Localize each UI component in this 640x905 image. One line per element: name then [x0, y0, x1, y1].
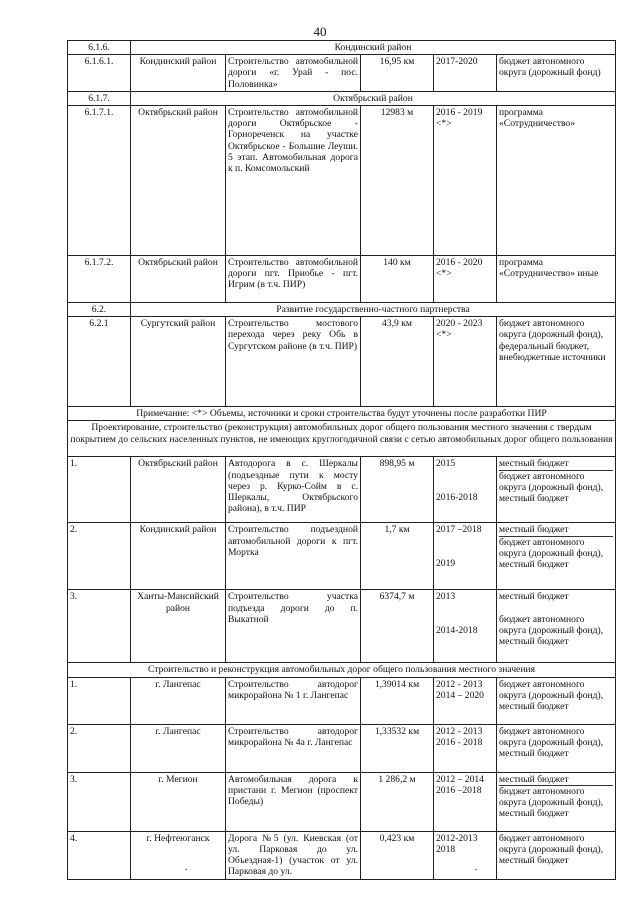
object-cell: Строительство автодорог микрорайона № 4а г. Лангепас — [226, 724, 361, 772]
footer-mark: . — [475, 862, 478, 873]
source-line: местный бюджет бюджет автономного округа (дорожный фонд), местный бюджет — [499, 591, 604, 648]
row-number: 6.2. — [68, 303, 131, 317]
section-title: Кондинский район — [131, 41, 616, 55]
row-number: 4. — [68, 831, 131, 879]
district-cell: г. Лангепас — [131, 677, 226, 724]
district-cell: Сургутский район — [131, 317, 226, 407]
capacity-cell: 898,95 м — [361, 457, 434, 523]
period-cell: 2012 – 2014 2016 –2018 — [434, 772, 497, 831]
table-row — [68, 457, 616, 523]
row-number: 6.2.1 — [68, 317, 131, 407]
capacity-cell: 1,33532 км — [361, 724, 434, 772]
row-number: 6.1.7.2. — [68, 256, 131, 303]
section-title: Октябрьский район — [131, 91, 616, 105]
section-row — [68, 303, 616, 317]
district-cell: Октябрьский район — [131, 106, 226, 256]
capacity-cell: 140 км — [361, 256, 434, 303]
period-cell: 2016 - 2020 <*> — [434, 256, 497, 303]
source-cell — [497, 724, 616, 772]
table-row — [68, 55, 616, 92]
source-line: бюджет автономного округа (дорожный фонд), местный бюджет — [499, 678, 604, 713]
footer-mark: . — [185, 862, 188, 873]
object-cell: Дорога №5 (ул. Киевская (от ул. Парковая до ул. Объездная-1) (участок от ул. Парковая до ул. — [226, 831, 361, 879]
object-cell: Строительство подъездной автомобильной дороги к пгт. Мортка — [226, 523, 361, 590]
period-cell: 2012 - 2013 2014 – 2020 — [434, 677, 497, 724]
note-row — [68, 407, 616, 421]
source-cell — [497, 772, 616, 831]
period-cell: 2013 2014-2018 — [434, 590, 497, 663]
row-number: 2. — [68, 523, 131, 590]
source-cell — [497, 523, 616, 590]
capacity-cell: 43,9 км — [361, 317, 434, 407]
object-cell: Строительство автодорог микрорайона № 1 г. Лангепас — [226, 677, 361, 724]
source-line: бюджет автономного округа (дорожный фонд), местный бюджет — [499, 536, 604, 571]
row-number: 1. — [68, 677, 131, 724]
table-row — [68, 831, 616, 879]
capacity-cell: 1,7 км — [361, 523, 434, 590]
capacity-cell: 6374,7 м — [361, 590, 434, 663]
table-row — [68, 590, 616, 663]
table-row — [68, 677, 616, 724]
table-row — [68, 106, 616, 256]
object-cell: Строительство мостового перехода через реку Обь в Сургутском районе (в т.ч. ПИР) — [226, 317, 361, 407]
page-number: 40 — [313, 24, 327, 39]
source-line: бюджет автономного округа (дорожный фонд), местный бюджет — [499, 785, 604, 820]
row-number: 6.1.6.1. — [68, 55, 131, 92]
object-cell: Строительство автомобильной дороги «г. Урай - пос. Половинка» — [226, 55, 361, 92]
object-cell: Автодорога в с. Шеркалы (подъездные пути к мосту через р. Курко-Сойм в с. Шеркалы, Октябрьского района), в т.ч. ПИР — [226, 457, 361, 523]
period-cell: 2015 2016-2018 — [434, 457, 497, 523]
object-cell: Строительство автомобильной дороги Октябрьское - Горнореченск на участке Октябрьское - Большие Леуши. 5 этап. Автомобильная дорога к п. Комсомольский — [226, 106, 361, 256]
district-cell: г. Нефтеюганск — [131, 831, 226, 879]
source-cell — [497, 677, 616, 724]
source-cell — [497, 831, 616, 879]
object-cell: Строительство участка подъезда дороги до п. Выкатной — [226, 590, 361, 663]
note-row — [68, 663, 616, 677]
table-row — [68, 523, 616, 590]
note-text: Примечание: <*> Объемы, источники и сроки строительства будут уточнены после разработки ПИР — [68, 407, 616, 421]
section-title: Развитие государственно-частного партнерства — [131, 303, 616, 317]
note-text: Проектирование, строительство (реконструкция) автомобильных дорог общего пользования местного значения с твердым покрытием до сельских населенных пунктов, не имеющих круглогодичной связи с сетью автомобильных дорог общего пользования — [68, 421, 616, 457]
source-cell: бюджет автономного округа (дорожный фонд), федеральный бюджет, внебюджетные источники — [497, 317, 616, 407]
capacity-cell: 1,39014 км — [361, 677, 434, 724]
source-cell: бюджет автономного округа (дорожный фонд) — [497, 55, 616, 92]
district-cell: Октябрьский район — [131, 256, 226, 303]
note-text: Строительство и реконструкция автомобильных дорог общего пользования местного значения — [68, 663, 616, 677]
source-cell: программа «Сотрудничество» — [497, 106, 616, 256]
district-cell: г. Лангепас — [131, 724, 226, 772]
capacity-cell: 0,423 км — [361, 831, 434, 879]
period-cell: 2020 - 2023 <*> — [434, 317, 497, 407]
source-cell — [497, 457, 616, 523]
section-row — [68, 41, 616, 55]
object-cell: Строительство автомобильной дороги пгт. Приобье - пгт. Игрим (в т.ч. ПИР) — [226, 256, 361, 303]
district-cell: г. Мегион — [131, 772, 226, 831]
table-row — [68, 317, 616, 407]
source-line: бюджет автономного округа (дорожный фонд), местный бюджет — [499, 470, 604, 505]
row-number: 3. — [68, 590, 131, 663]
period-cell: 2017-2020 — [434, 55, 497, 92]
object-cell: Автомобильная дорога к пристани г. Мегион (проспект Победы) — [226, 772, 361, 831]
capacity-cell: 1 286,2 м — [361, 772, 434, 831]
source-line: бюджет автономного округа (дорожный фонд), местный бюджет — [499, 832, 604, 867]
period-cell: 2012 - 2013 2016 - 2018 — [434, 724, 497, 772]
district-cell: Кондинский район — [131, 55, 226, 92]
row-number: 6.1.7. — [68, 91, 131, 105]
district-cell: Ханты-Мансийский район — [131, 590, 226, 663]
row-number: 1. — [68, 457, 131, 523]
table-row — [68, 724, 616, 772]
capacity-cell: 12983 м — [361, 106, 434, 256]
section-row — [68, 91, 616, 105]
capacity-cell: 16,95 км — [361, 55, 434, 92]
source-cell: программа «Сотрудничество» иные — [497, 256, 616, 303]
note-row — [68, 421, 616, 457]
roads-table — [67, 40, 616, 880]
period-cell: 2016 - 2019 <*> — [434, 106, 497, 256]
row-number: 6.1.7.1. — [68, 106, 131, 256]
source-line: местный бюджет — [499, 458, 613, 470]
row-number: 3. — [68, 772, 131, 831]
source-line: местный бюджет — [499, 774, 613, 786]
row-number: 2. — [68, 724, 131, 772]
source-line: бюджет автономного округа (дорожный фонд), местный бюджет — [499, 725, 604, 760]
district-cell: Кондинский район — [131, 523, 226, 590]
source-line: местный бюджет — [499, 524, 613, 536]
row-number: 6.1.6. — [68, 41, 131, 55]
source-cell — [497, 590, 616, 663]
period-cell: 2012-2013 2018 — [434, 831, 497, 879]
table-row — [68, 772, 616, 831]
period-cell: 2017 –2018 2019 — [434, 523, 497, 590]
table-row — [68, 256, 616, 303]
district-cell: Октябрьский район — [131, 457, 226, 523]
